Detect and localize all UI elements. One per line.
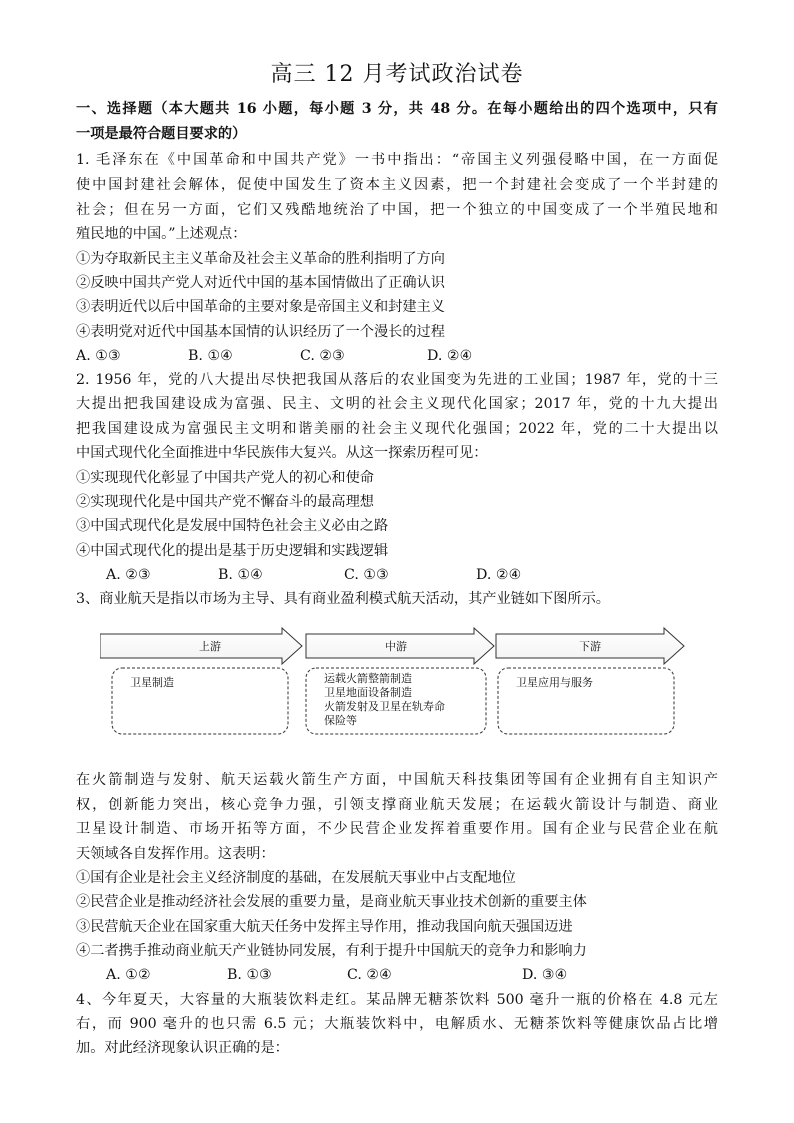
upstream-item: 卫星制造 [130, 676, 174, 689]
q2-option-a: A. ②③ [106, 567, 151, 583]
q1-stem-line: 使中国封建社会解体，促使中国发生了资本主义因素，把一个封建社会变成了一个半封建的 [76, 177, 718, 193]
q3-statement: ④二者携手推动商业航天产业链协同发展，有利于提升中国航天的竞争力和影响力 [76, 943, 587, 959]
q3-option-d: D. ③④ [522, 967, 568, 983]
q3-stem: 3、商业航天是指以市场为主导、具有商业盈利模式航天活动，其产业链如下图所示。 [76, 591, 610, 607]
q1-option-b: B. ①④ [188, 348, 233, 364]
q1-stem-line: 社会；但在另一方面，它们又残酷地统治了中国，把一个独立的中国变成了一个半殖民地和 [76, 202, 718, 218]
exam-title: 高三 12 月考试政治试卷 [270, 62, 524, 87]
midstream-item: 运载火箭整箭制造 [324, 672, 412, 685]
stage-label-downstream: 下游 [579, 640, 601, 653]
q2-option-d: D. ②④ [476, 567, 522, 583]
q1-stem-line: 殖民地的中国。”上述观点： [76, 226, 247, 242]
q3-option-b: B. ①③ [227, 967, 272, 983]
q4-stem-line: 4、今年夏天，大容量的大瓶装饮料走红。某品牌无糖茶饮料 500 毫升一瓶的价格在 4.8 元左 [76, 992, 718, 1008]
q1-option-d: D. ②④ [427, 348, 473, 364]
q1-statement: ①为夺取新民主主义革命及社会主义革命的胜利指明了方向 [76, 251, 445, 267]
q2-option-c: C. ①③ [344, 567, 389, 583]
q3-body-line: 天领域各自发挥作用。这表明： [76, 846, 275, 862]
q2-option-b: B. ①④ [218, 567, 263, 583]
q3-options [106, 963, 718, 988]
q2-stem-line: 中国式现代化全面推进中华民族伟大复兴。从这一探索历程可见： [76, 445, 488, 461]
q2-options [106, 563, 718, 588]
q3-option-c: C. ②④ [347, 967, 392, 983]
midstream-item: 火箭发射及卫星在轨寿命 [324, 700, 445, 713]
q2-statement: ③中国式现代化是发展中国特色社会主义必由之路 [76, 518, 389, 534]
stage-label-upstream: 上游 [199, 640, 221, 653]
stage-label-midstream: 中游 [385, 640, 407, 653]
q2-stem-line: 大提出把我国建设成为富强、民主、文明的社会主义现代化国家；2017 年，党的十九大提出 [76, 396, 718, 412]
q1-statement: ③表明近代以后中国革命的主要对象是帝国主义和封建主义 [76, 299, 445, 315]
q3-statement: ①国有企业是社会主义经济制度的基础，在发展航天事业中占支配地位 [76, 870, 516, 886]
section-heading-line-1: 一、选择题（本大题共 16 小题，每小题 3 分，共 48 分。在每小题给出的四个选项中，只有 [76, 101, 718, 117]
q2-stem-line: 2. 1956 年，党的八大提出尽快把我国从落后的农业国变为先进的工业国；1987 年，党的十三 [76, 372, 718, 388]
q3-body-line: 卫星设计制造、市场开拓等方面，不少民营企业发挥着重要作用。国有企业与民营企业在航 [76, 821, 718, 837]
downstream-item: 卫星应用与服务 [516, 676, 593, 689]
q3-body-line: 在火箭制造与发射、航天运载火箭生产方面，中国航天科技集团等国有企业拥有自主知识产 [76, 772, 718, 788]
midstream-item: 卫星地面设备制造 [324, 686, 412, 699]
q3-body-line: 权，创新能力突出，核心竞争力强，引领支撑商业航天发展；在运载火箭设计与制造、商业 [76, 797, 718, 813]
q1-option-c: C. ②③ [300, 348, 345, 364]
q1-stem-line: 1. 毛泽东在《中国革命和中国共产党》一书中指出：“帝国主义列强侵略中国，在一方面促 [76, 152, 718, 168]
q4-stem-line: 右，而 900 毫升的也只需 6.5 元；大瓶装饮料中，电解质水、无糖茶饮料等健康饮品占比增 [76, 1016, 718, 1032]
q2-statement: ①实现现代化彰显了中国共产党人的初心和使命 [76, 470, 374, 486]
industry-chain-diagram [100, 626, 700, 756]
q1-statement: ②反映中国共产党人对近代中国的基本国情做出了正确认识 [76, 275, 445, 291]
q2-statement: ④中国式现代化的提出是基于历史逻辑和实践逻辑 [76, 543, 389, 559]
q3-statement: ③民营航天企业在国家重大航天任务中发挥主导作用，推动我国向航天强国迈进 [76, 919, 573, 935]
q3-statement: ②民营企业是推动经济社会发展的重要力量，是商业航天事业技术创新的重要主体 [76, 894, 587, 910]
q2-stem-line: 把我国建设成为富强民主文明和谐美丽的社会主义现代化强国；2022 年，党的二十大提出以 [76, 421, 718, 437]
q1-option-a: A. ①③ [76, 348, 121, 364]
q1-statement: ④表明党对近代中国基本国情的认识经历了一个漫长的过程 [76, 324, 445, 340]
q1-options [76, 344, 718, 369]
midstream-item: 保险等 [324, 714, 357, 727]
q4-stem-line: 加。对此经济现象认识正确的是： [76, 1040, 289, 1056]
section-heading-line-2: 一项是最符合题目要求的） [76, 126, 247, 142]
q2-statement: ②实现现代化是中国共产党不懈奋斗的最高理想 [76, 494, 374, 510]
q3-option-a: A. ①② [106, 967, 151, 983]
